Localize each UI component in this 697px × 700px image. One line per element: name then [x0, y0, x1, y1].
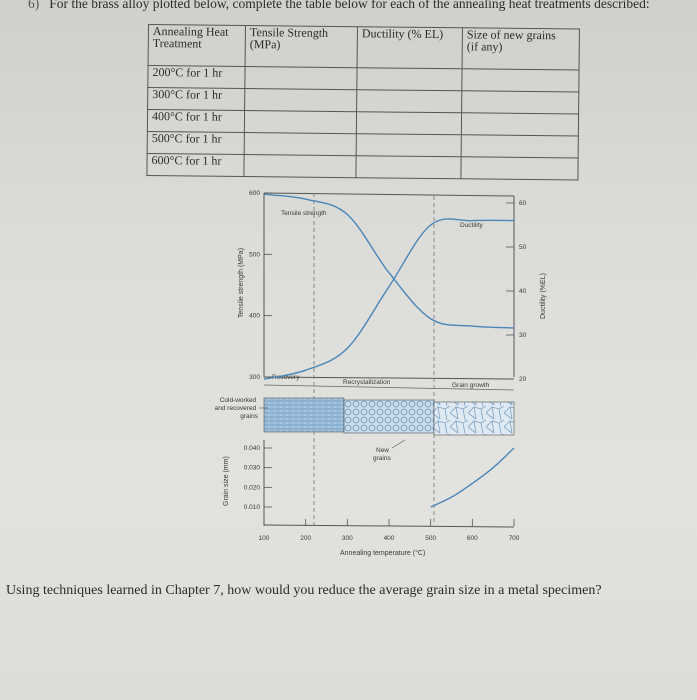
row-label: 200°C for 1 hr: [148, 66, 245, 89]
question-7: Using techniques learned in Chapter 7, how would you reduce the average grain size in a metal specimen?: [6, 583, 602, 598]
question-text: For the brass alloy plotted below, complete the table below for each of the annealing heat treatments described:: [49, 0, 650, 11]
header-grain-size: Size of new grains (if any): [462, 28, 579, 70]
x-tick-label: 200: [300, 535, 312, 542]
row-label: 500°C for 1 hr: [147, 131, 244, 154]
annotation-new-grains: New grains: [373, 447, 391, 462]
y-tick-label: 60: [519, 200, 527, 207]
row-label: 400°C for 1 hr: [147, 110, 244, 133]
x-tick-label: 300: [341, 535, 353, 542]
question-number: 6): [28, 0, 40, 11]
microstructure-recrystallized: [344, 400, 434, 433]
microstructure-grain-growth: [434, 402, 514, 435]
header-ductility: Ductility (% EL): [357, 27, 462, 69]
x-tick-label: 600: [466, 535, 478, 542]
annotation-cold-worked: Cold-worked and recovered grains: [214, 397, 258, 420]
y-tick-label: 0.010: [243, 504, 260, 511]
y-tick-label: 20: [519, 376, 527, 383]
y-tick-label: 400: [249, 312, 260, 320]
series-line-grain-size: [431, 448, 514, 507]
x-tick-label: 100: [258, 535, 270, 542]
annotation-pointer: [392, 440, 405, 448]
microstructure-coldwork: [264, 398, 344, 432]
region-grain-growth-label: Grain growth: [452, 382, 490, 389]
row-label: 600°C for 1 hr: [147, 153, 244, 176]
y-tick-label: 50: [519, 244, 527, 251]
x-tick-label: 500: [425, 535, 437, 542]
region-recovery-label: Recovery: [272, 374, 300, 381]
tensile-curve-label: Tensile strength: [281, 210, 327, 217]
row-label: 300°C for 1 hr: [148, 88, 245, 111]
ductility-curve-label: Ductility: [460, 222, 483, 229]
ductility-axis-label: Ductility (%EL): [540, 273, 547, 319]
y-tick-label: 0.030: [243, 464, 260, 472]
tensile-axis-label: Tensile strength (MPa): [238, 247, 245, 318]
x-axis-label: Annealing temperature (°C): [340, 550, 426, 557]
y-tick-label: 500: [249, 251, 260, 259]
y-tick-label: 600: [249, 190, 260, 197]
region-recrystallization-label: Recrystallization: [343, 379, 391, 386]
grain-axis-label: Grain size (mm): [223, 456, 230, 506]
y-tick-label: 0.020: [243, 484, 260, 492]
header-treatment: Annealing Heat Treatment: [148, 25, 245, 67]
x-tick-label: 400: [383, 535, 395, 542]
top-axis: [264, 193, 514, 196]
y-tick-label: 40: [519, 288, 527, 295]
y-tick-label: 30: [519, 332, 527, 339]
series-line-ductility: [264, 219, 514, 379]
y-tick-label: 300: [249, 374, 260, 381]
header-tensile: Tensile Strength (MPa): [245, 26, 357, 68]
y-tick-label: 0.040: [243, 445, 260, 452]
x-tick-label: 700: [508, 535, 520, 542]
